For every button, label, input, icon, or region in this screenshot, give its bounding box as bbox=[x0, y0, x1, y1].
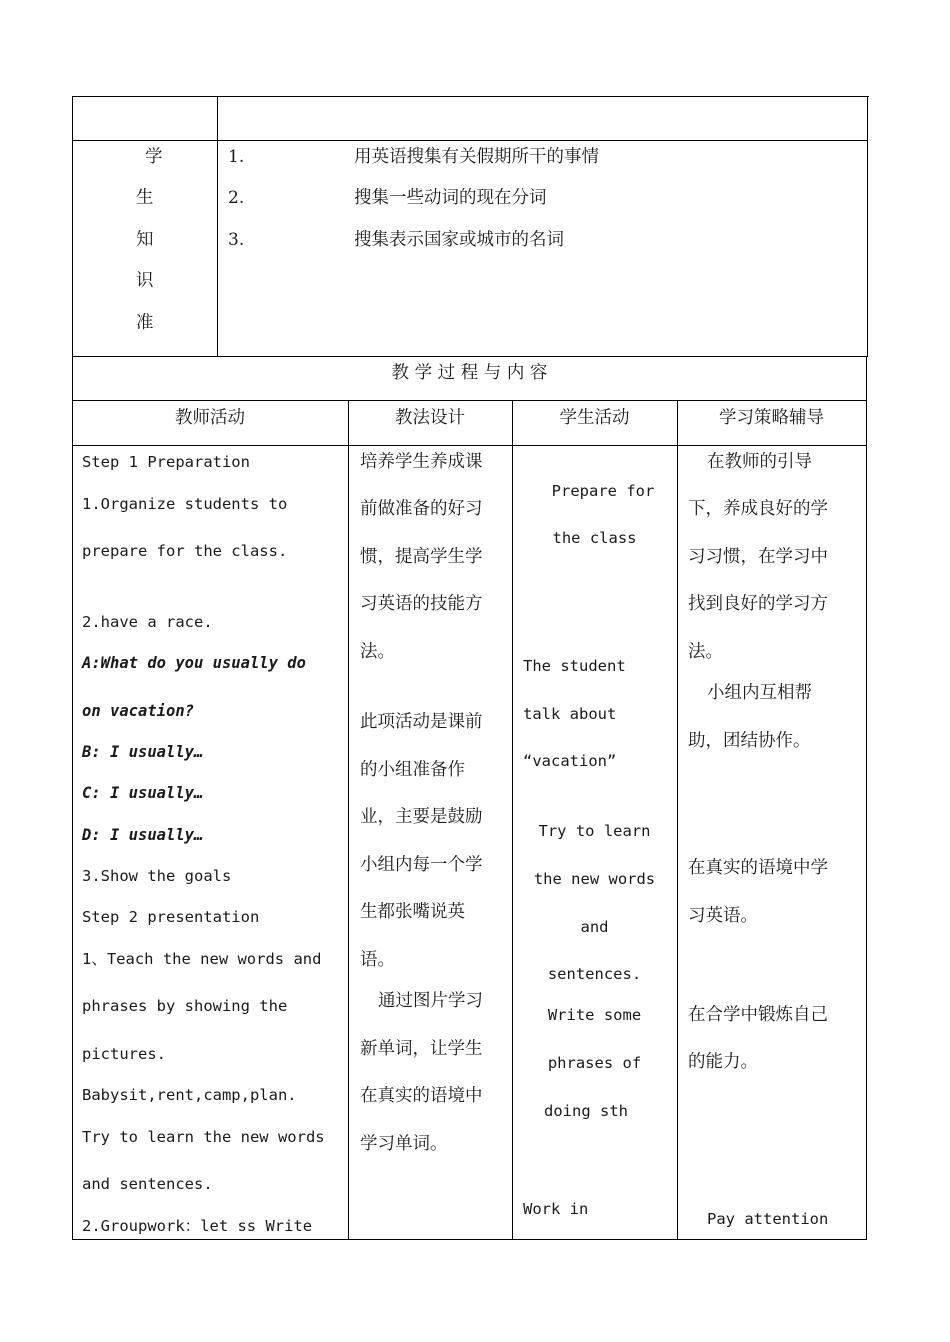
student-line: Work in bbox=[523, 1200, 589, 1218]
column-header-method: 教法设计 bbox=[395, 408, 465, 428]
method-line: 小组内每一个学 bbox=[360, 855, 483, 875]
column-header-teacher: 教师活动 bbox=[175, 408, 245, 428]
method-line: 业，主要是鼓励 bbox=[360, 807, 483, 827]
student-line: the class bbox=[552, 529, 637, 547]
method-line: 新单词，让学生 bbox=[360, 1039, 483, 1059]
method-line: 习英语的技能方 bbox=[360, 594, 483, 614]
rule bbox=[72, 1239, 867, 1240]
strategy-line: 法。 bbox=[688, 642, 723, 662]
strategy-line: 在真实的语境中学 bbox=[688, 858, 828, 878]
method-line: 语。 bbox=[360, 950, 395, 970]
rule bbox=[72, 445, 867, 446]
dialogue-line: on vacation? bbox=[82, 702, 194, 720]
strategy-line: 下，养成良好的学 bbox=[688, 499, 828, 519]
teacher-line: Try to learn the new words bbox=[82, 1128, 325, 1146]
strategy-line: 在教师的引导 bbox=[707, 452, 812, 472]
list-item: 用英语搜集有关假期所干的事情 bbox=[354, 147, 599, 167]
rule bbox=[348, 400, 349, 1240]
rule bbox=[72, 400, 867, 401]
student-line: Try to learn bbox=[538, 822, 651, 840]
knowledge-label-char: 生 bbox=[136, 188, 154, 208]
student-line: and bbox=[580, 918, 609, 936]
student-line: Prepare for bbox=[551, 482, 655, 500]
teacher-line: 2.Groupwork：let ss Write bbox=[82, 1217, 313, 1235]
teacher-line: Babysit,rent,camp,plan. bbox=[82, 1086, 297, 1104]
teacher-line: Step 2 presentation bbox=[82, 908, 260, 926]
strategy-line: Pay attention bbox=[707, 1210, 829, 1228]
rule bbox=[866, 356, 867, 1240]
rule bbox=[217, 96, 218, 357]
method-line: 通过图片学习 bbox=[378, 991, 483, 1011]
process-title: 教 学 过 程 与 内 容 bbox=[391, 363, 548, 383]
rule bbox=[72, 356, 868, 357]
list-item-number: 3. bbox=[228, 230, 245, 250]
column-header-student: 学生活动 bbox=[559, 408, 630, 428]
strategy-line: 找到良好的学习方 bbox=[688, 594, 828, 614]
strategy-line: 助，团结协作。 bbox=[688, 731, 811, 751]
student-line: doing sth bbox=[544, 1102, 628, 1120]
teacher-line: 3.Show the goals bbox=[82, 867, 232, 885]
knowledge-label-char: 识 bbox=[136, 271, 154, 291]
column-header-strategy: 学习策略辅导 bbox=[719, 408, 824, 428]
dialogue-line: B: I usually… bbox=[82, 743, 204, 761]
knowledge-label-char: 学 bbox=[145, 147, 163, 167]
teacher-line: pictures. bbox=[82, 1045, 166, 1063]
strategy-line: 的能力。 bbox=[688, 1052, 758, 1072]
student-line: sentences. bbox=[547, 965, 642, 983]
rule bbox=[867, 96, 868, 357]
method-line: 此项活动是课前 bbox=[360, 712, 483, 732]
strategy-line: 小组内互相帮 bbox=[707, 683, 812, 703]
teacher-line: and sentences. bbox=[82, 1175, 213, 1193]
student-line: talk about bbox=[523, 705, 617, 723]
dialogue-line: A:What do you usually do bbox=[82, 654, 306, 672]
rule bbox=[72, 96, 73, 1240]
strategy-line: 习习惯，在学习中 bbox=[688, 547, 828, 567]
teacher-line: Step 1 Preparation bbox=[82, 453, 250, 471]
teacher-line: prepare for the class. bbox=[82, 542, 288, 560]
dialogue-line: D: I usually… bbox=[82, 826, 204, 844]
method-line: 学习单词。 bbox=[360, 1134, 448, 1154]
method-line: 的小组准备作 bbox=[360, 760, 465, 780]
student-line: The student bbox=[523, 657, 626, 675]
teacher-line: 2.have a race. bbox=[82, 613, 213, 631]
list-item: 搜集一些动词的现在分词 bbox=[354, 188, 547, 208]
method-line: 生都张嘴说英 bbox=[360, 902, 465, 922]
method-line: 培养学生养成课 bbox=[360, 452, 483, 472]
teacher-line: 1、Teach the new words and bbox=[82, 950, 322, 968]
method-line: 在真实的语境中 bbox=[360, 1086, 483, 1106]
method-line: 前做准备的好习 bbox=[360, 499, 483, 519]
knowledge-label-char: 准 bbox=[136, 313, 154, 333]
rule bbox=[677, 400, 678, 1240]
method-line: 法。 bbox=[360, 642, 395, 662]
rule bbox=[72, 140, 868, 141]
list-item-number: 2. bbox=[228, 188, 245, 208]
student-line: phrases of bbox=[547, 1054, 642, 1072]
strategy-line: 习英语。 bbox=[688, 906, 758, 926]
dialogue-line: C: I usually… bbox=[82, 784, 204, 802]
teacher-line: 1.Organize students to bbox=[82, 495, 288, 513]
method-line: 惯，提高学生学 bbox=[360, 547, 483, 567]
student-line: the new words bbox=[533, 870, 656, 888]
teacher-line: phrases by showing the bbox=[82, 997, 288, 1015]
list-item-number: 1. bbox=[228, 147, 245, 167]
student-line: Write some bbox=[547, 1006, 642, 1024]
list-item: 搜集表示国家或城市的名词 bbox=[354, 230, 564, 250]
strategy-line: 在合学中锻炼自己 bbox=[688, 1005, 828, 1025]
knowledge-label-char: 知 bbox=[136, 230, 154, 250]
rule bbox=[72, 96, 869, 97]
student-line: “vacation” bbox=[523, 752, 617, 770]
